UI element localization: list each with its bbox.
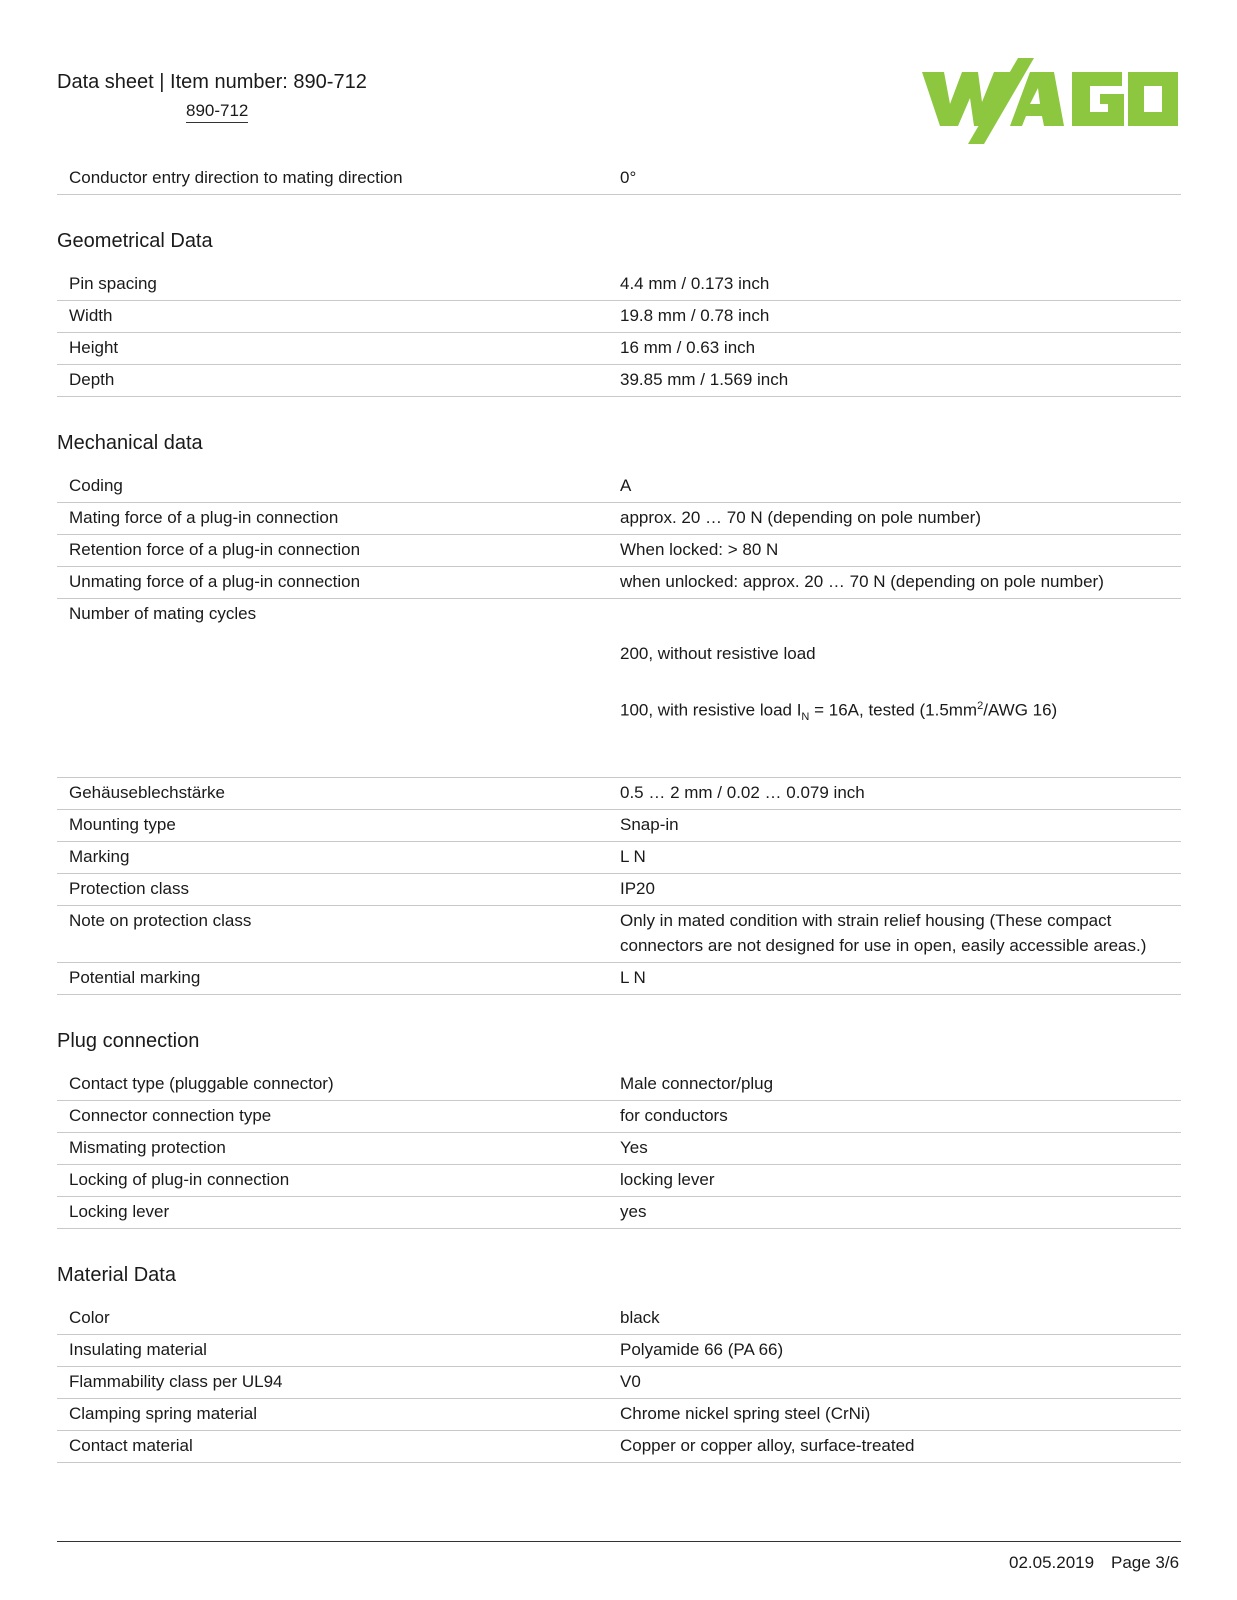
- spec-value: Polyamide 66 (PA 66): [620, 1340, 784, 1360]
- spec-label: Insulating material: [69, 1340, 207, 1360]
- spec-row: [57, 163, 1181, 195]
- spec-row: [57, 1399, 1181, 1431]
- spec-value: Male connector/plug: [620, 1074, 774, 1094]
- wago-logo: [922, 58, 1178, 144]
- spec-row: [57, 1165, 1181, 1197]
- spec-label: Gehäuseblechstärke: [69, 783, 225, 803]
- spec-value: locking lever: [620, 1170, 715, 1190]
- spec-row-mating-cycles: [57, 599, 1181, 778]
- spec-value: V0: [620, 1372, 641, 1392]
- spec-value: IP20: [620, 879, 655, 899]
- spec-row: [57, 535, 1181, 567]
- section-title-mechanical: Mechanical data: [57, 432, 203, 454]
- spec-row: [57, 471, 1181, 503]
- spec-label: Depth: [69, 370, 115, 389]
- section-title-plug-connection: Plug connection: [57, 1030, 200, 1053]
- spec-value: when unlocked: approx. 20 … 70 N (depending on pole number): [620, 572, 1104, 591]
- spec-label: Height: [69, 338, 119, 357]
- spec-label: Locking lever: [69, 1202, 170, 1222]
- item-number-link[interactable]: 890-712: [186, 101, 248, 123]
- spec-value: Copper or copper alloy, surface-treated: [620, 1436, 915, 1456]
- spec-row: [57, 1069, 1181, 1101]
- footer-page-number: Page 3/6: [1111, 1553, 1180, 1572]
- spec-row: [57, 365, 1181, 397]
- spec-label: Connector connection type: [69, 1106, 272, 1126]
- spec-value: 0°: [620, 168, 637, 187]
- spec-value: L N: [620, 968, 646, 988]
- spec-label: Number of mating cycles: [69, 604, 257, 623]
- spec-value: Snap-in: [620, 815, 679, 835]
- spec-label: Note on protection class: [69, 911, 252, 931]
- spec-row: [57, 1431, 1181, 1463]
- spec-label: Clamping spring material: [69, 1404, 258, 1424]
- spec-label: Pin spacing: [69, 274, 157, 293]
- mating-cycles-line-2: 100, with resistive load $I_N = 16A$, tested ($1.5mm^2$/AWG 16): [620, 700, 1058, 724]
- spec-label: Locking of plug-in connection: [69, 1170, 290, 1190]
- spec-label: Mating force of a plug-in connection: [69, 508, 339, 527]
- spec-value: black: [620, 1308, 660, 1328]
- spec-row: [57, 301, 1181, 333]
- spec-value: approx. 20 … 70 N (depending on pole number): [620, 508, 982, 527]
- spec-label: Mismating protection: [69, 1138, 226, 1158]
- spec-value: Chrome nickel spring steel (CrNi): [620, 1404, 871, 1424]
- spec-value: yes: [620, 1202, 647, 1222]
- section-title-material: Material Data: [57, 1264, 176, 1287]
- spec-value: 4.4 mm / 0.173 inch: [620, 274, 770, 293]
- spec-row: [57, 1303, 1181, 1335]
- spec-value: Only in mated condition with strain relief housing (These compact connectors are not designed for use in open, easily accessible areas.): [620, 911, 1147, 955]
- spec-row: [57, 906, 1181, 963]
- datasheet-content: [57, 163, 1181, 1463]
- spec-label: Contact material: [69, 1436, 193, 1456]
- page-title: Data sheet | Item number: 890-712: [57, 71, 367, 93]
- spec-row: [57, 567, 1181, 599]
- spec-label: Potential marking: [69, 968, 201, 988]
- spec-value: [620, 599, 1181, 777]
- section-title-geometrical: Geometrical Data: [57, 230, 213, 252]
- spec-row: [57, 963, 1181, 995]
- spec-value: for conductors: [620, 1106, 728, 1126]
- spec-label: Protection class: [69, 879, 189, 899]
- spec-row: [57, 842, 1181, 874]
- spec-label: Width: [69, 306, 113, 325]
- spec-row: [57, 874, 1181, 906]
- spec-row: [57, 269, 1181, 301]
- spec-label: Marking: [69, 847, 130, 867]
- spec-row: [57, 1197, 1181, 1229]
- spec-row: [57, 503, 1181, 535]
- spec-label: Color: [69, 1308, 110, 1328]
- spec-value: 16 mm / 0.63 inch: [620, 338, 756, 357]
- spec-row: [57, 810, 1181, 842]
- spec-label: Flammability class per UL94: [69, 1372, 283, 1392]
- spec-label: Coding: [69, 476, 123, 495]
- spec-label: Mounting type: [69, 815, 176, 835]
- spec-row: [57, 1101, 1181, 1133]
- footer-date: 02.05.2019: [1009, 1553, 1095, 1572]
- spec-value: 19.8 mm / 0.78 inch: [620, 306, 770, 325]
- mating-cycles-line-1: 200, without resistive load: [620, 644, 816, 663]
- spec-row: [57, 1335, 1181, 1367]
- spec-value: 39.85 mm / 1.569 inch: [620, 370, 789, 389]
- spec-row: [57, 778, 1181, 810]
- spec-value: When locked: > 80 N: [620, 540, 779, 559]
- spec-label: Retention force of a plug-in connection: [69, 540, 361, 559]
- spec-label: Conductor entry direction to mating direction: [69, 168, 403, 187]
- spec-label: Unmating force of a plug-in connection: [69, 572, 361, 591]
- spec-label: Contact type (pluggable connector): [69, 1074, 334, 1094]
- spec-row: [57, 1367, 1181, 1399]
- footer-divider: [57, 1541, 1181, 1542]
- spec-value: 0.5 … 2 mm / 0.02 … 0.079 inch: [620, 783, 865, 803]
- spec-row: [57, 1133, 1181, 1165]
- spec-value: Yes: [620, 1138, 648, 1158]
- spec-row: [57, 333, 1181, 365]
- spec-value: A: [620, 476, 632, 495]
- spec-value: L N: [620, 847, 646, 867]
